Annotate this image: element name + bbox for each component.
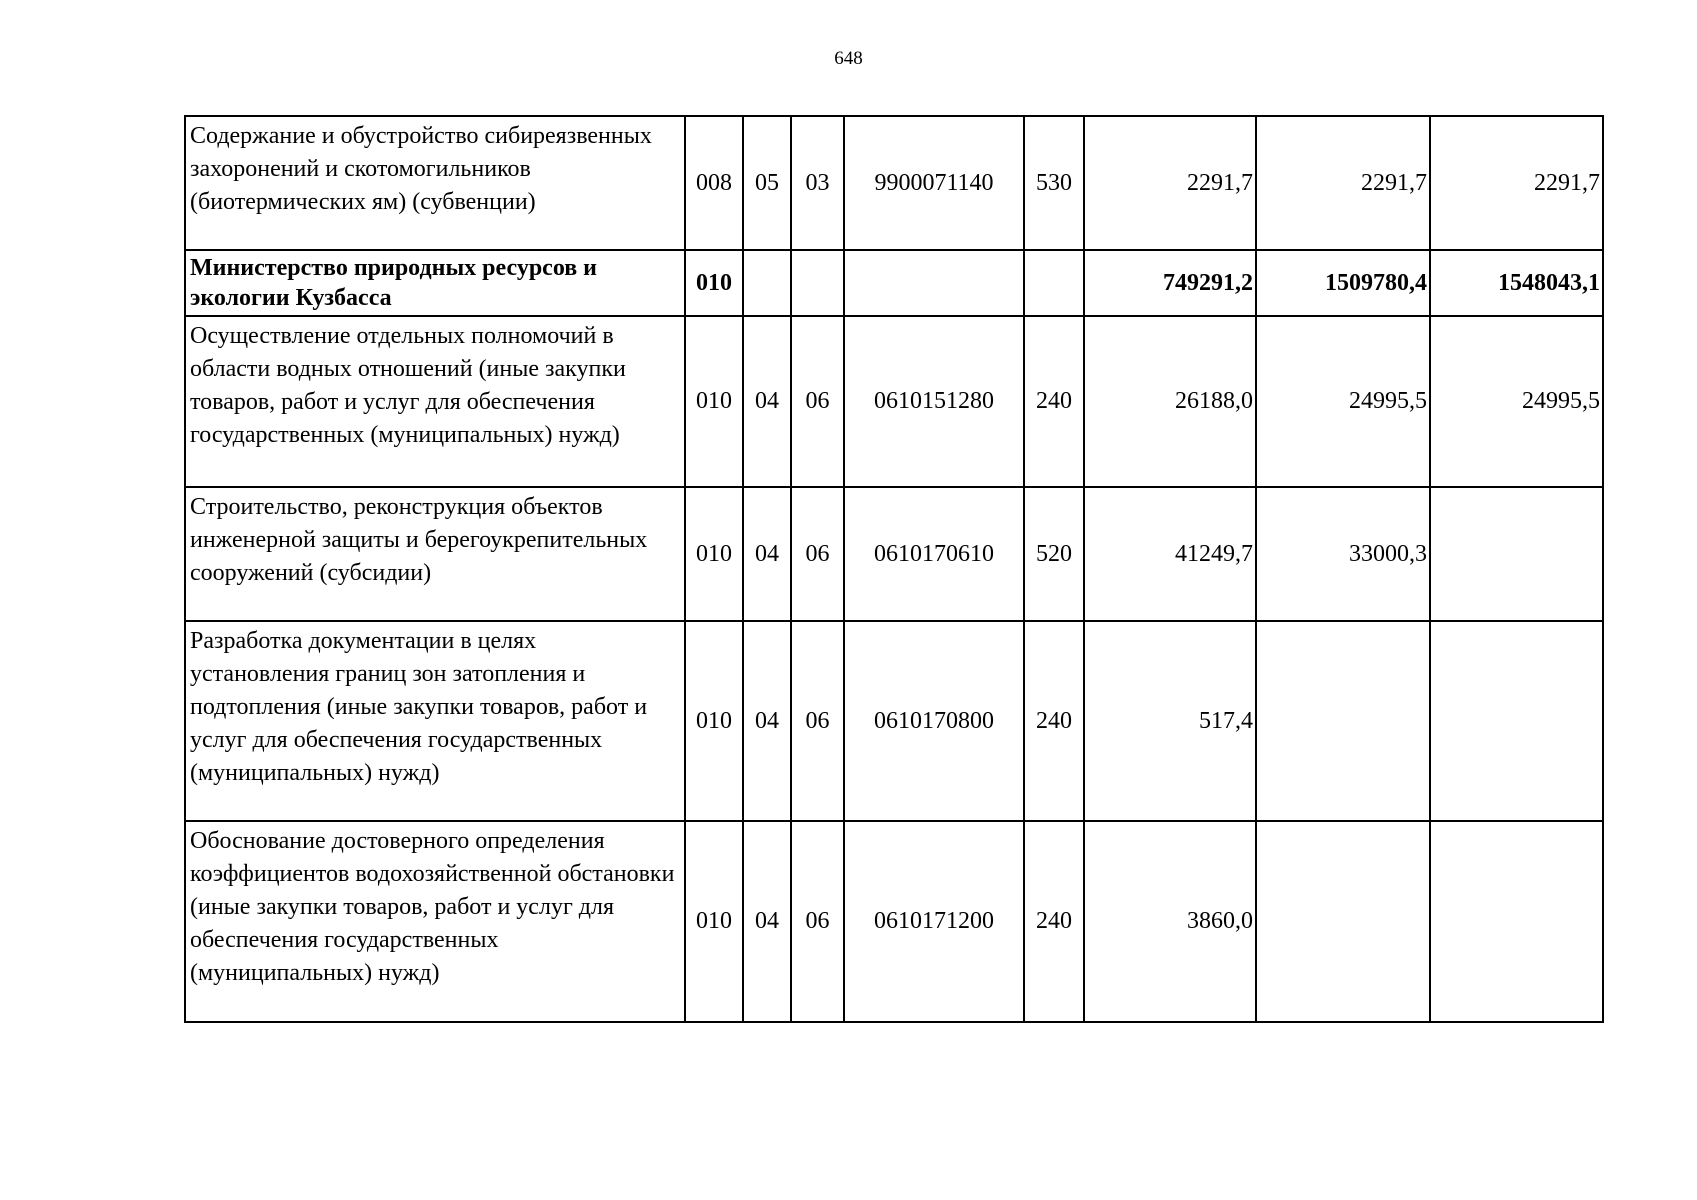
amount-2: 2291,7	[1256, 116, 1430, 250]
target-article-code: 0610151280	[844, 316, 1024, 487]
target-article-code	[844, 250, 1024, 316]
ministry-code: 010	[685, 821, 743, 1022]
amount-2: 1509780,4	[1256, 250, 1430, 316]
target-article-code: 0610170800	[844, 621, 1024, 821]
ministry-code: 008	[685, 116, 743, 250]
amount-1: 517,4	[1084, 621, 1256, 821]
subsection-code: 06	[791, 316, 844, 487]
amount-1: 3860,0	[1084, 821, 1256, 1022]
row-name: Строительство, реконструкция объектов инженерной защиты и берегоукрепительных сооружений (субсидии)	[185, 487, 685, 621]
section-code: 04	[743, 621, 791, 821]
amount-3	[1430, 621, 1603, 821]
subsection-code: 03	[791, 116, 844, 250]
amount-2: 24995,5	[1256, 316, 1430, 487]
ministry-code: 010	[685, 316, 743, 487]
row-name: Министерство природных ресурсов и экологии Кузбасса	[185, 250, 685, 316]
amount-3	[1430, 821, 1603, 1022]
section-code: 05	[743, 116, 791, 250]
target-article-code: 0610170610	[844, 487, 1024, 621]
section-code: 04	[743, 487, 791, 621]
expense-type-code	[1024, 250, 1084, 316]
amount-2	[1256, 621, 1430, 821]
amount-2: 33000,3	[1256, 487, 1430, 621]
amount-1: 2291,7	[1084, 116, 1256, 250]
row-name: Разработка документации в целях установления границ зон затопления и подтопления (иные закупки товаров, работ и услуг для обеспечения государственных (муниципальных) нужд)	[185, 621, 685, 821]
amount-1: 26188,0	[1084, 316, 1256, 487]
table-row	[185, 250, 1603, 316]
section-code: 04	[743, 316, 791, 487]
table-row	[185, 621, 1603, 821]
section-code	[743, 250, 791, 316]
expense-type-code: 240	[1024, 316, 1084, 487]
row-name: Осуществление отдельных полномочий в области водных отношений (иные закупки товаров, работ и услуг для обеспечения государственных (муниципальных) нужд)	[185, 316, 685, 487]
amount-3: 1548043,1	[1430, 250, 1603, 316]
amount-1: 41249,7	[1084, 487, 1256, 621]
subsection-code: 06	[791, 821, 844, 1022]
table-row	[185, 821, 1603, 1022]
target-article-code: 0610171200	[844, 821, 1024, 1022]
ministry-code: 010	[685, 487, 743, 621]
expense-type-code: 240	[1024, 821, 1084, 1022]
amount-3: 24995,5	[1430, 316, 1603, 487]
expense-type-code: 530	[1024, 116, 1084, 250]
row-name: Обоснование достоверного определения коэффициентов водохозяйственной обстановки (иные закупки товаров, работ и услуг для обеспечения государственных (муниципальных) нужд)	[185, 821, 685, 1022]
ministry-code: 010	[685, 250, 743, 316]
amount-3: 2291,7	[1430, 116, 1603, 250]
target-article-code: 9900071140	[844, 116, 1024, 250]
budget-table	[184, 115, 1604, 1023]
page-number: 648	[834, 48, 863, 69]
table-row	[185, 487, 1603, 621]
subsection-code: 06	[791, 487, 844, 621]
subsection-code: 06	[791, 621, 844, 821]
expense-type-code: 240	[1024, 621, 1084, 821]
amount-1: 749291,2	[1084, 250, 1256, 316]
subsection-code	[791, 250, 844, 316]
table-row	[185, 116, 1603, 250]
ministry-code: 010	[685, 621, 743, 821]
section-code: 04	[743, 821, 791, 1022]
amount-2	[1256, 821, 1430, 1022]
row-name: Содержание и обустройство сибиреязвенных захоронений и скотомогильников (биотермических ям) (субвенции)	[185, 116, 685, 250]
table-row	[185, 316, 1603, 487]
amount-3	[1430, 487, 1603, 621]
expense-type-code: 520	[1024, 487, 1084, 621]
